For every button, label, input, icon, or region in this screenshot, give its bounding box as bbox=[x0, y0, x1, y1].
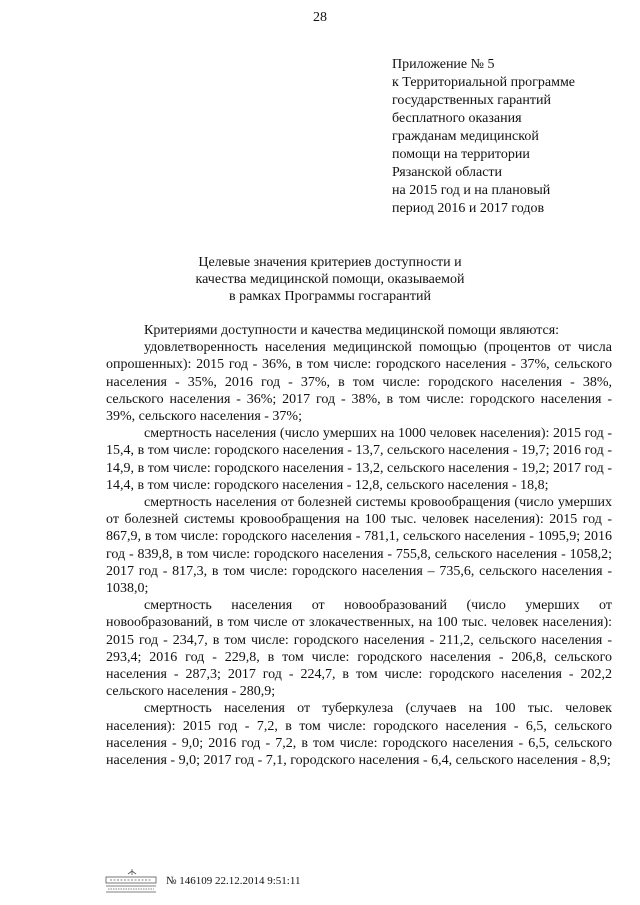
title-line: Целевые значения критериев доступности и bbox=[198, 255, 462, 270]
registration-stamp-icon bbox=[102, 868, 160, 894]
paragraph-cancer-mortality: смертность населения от новообразований (число умерших от новообразований, в том числе от злокачественных, на 100 тыс. человек населения): 2015 год - 234,7, в том числе: городского населения - 211,2, сельского населения - 293,4; 2016 год - 229,8, в том числе: городского населения - 206,8, сельского населения - 287,3; 2017 год - 224,7, в том числе: городского населения - 202,2 сельского населения - 280,9; bbox=[106, 598, 612, 700]
document-title bbox=[150, 254, 510, 305]
appendix-line: помощи на территории bbox=[392, 147, 530, 162]
footer bbox=[102, 868, 300, 894]
paragraph-cardio-mortality: смертность населения от болезней системы кровообращения (число умерших от болезней системы кровообращения на 100 тыс. человек населения): 2015 год - 867,9, в том числе: городского населения - 781,1, сельского населения - 1095,9; 2016 год - 839,8, в том числе: городского населения - 755,8, сельского населения - 1058,2; 2017 год - 817,3, в том числе: городского населения – 735,6, сельского населения - 1038,0; bbox=[106, 495, 612, 597]
paragraph-satisfaction: удовлетворенность населения медицинской помощью (процентов от числа опрошенных): 2015 год - 36%, в том числе: городского населения - 37%, сельского населения - 35%, 2016 год - 37%, в том числе: городского населения - 38%, сельского населения - 36%; 2017 год - 38%, в том числе: городского населения - 39%, сельского населения - 37%; bbox=[106, 340, 612, 425]
title-line: в рамках Программы госгарантий bbox=[229, 289, 431, 304]
appendix-header bbox=[392, 56, 622, 218]
appendix-line: на 2015 год и на плановый bbox=[392, 183, 551, 198]
paragraph-tb-mortality: смертность населения от туберкулеза (случаев на 100 тыс. человек населения): 2015 год - 7,2, в том числе: городского населения - 6,5, сельского населения - 9,0; 2016 год - 7,2, в том числе: городского населения - 6,5, сельского населения - 9,0; 2017 год - 7,1, городского населения - 6,4, сельского населения - 8,9; bbox=[106, 701, 612, 769]
appendix-line: к Территориальной программе bbox=[392, 75, 576, 90]
appendix-line: бесплатного оказания bbox=[392, 111, 522, 126]
paragraph-intro: Критериями доступности и качества медицинской помощи являются: bbox=[144, 323, 560, 338]
appendix-line: гражданам медицинской bbox=[392, 129, 539, 144]
appendix-line: государственных гарантий bbox=[392, 93, 551, 108]
paragraph-mortality: смертность населения (число умерших на 1000 человек населения): 2015 год - 15,4, в том числе: городского населения - 13,7, сельского населения - 19,7; 2016 год - 14,9, в том числе: городского населения - 13,2, сельского населения - 19,2; 2017 год - 14,4, в том числе: городского населения - 12,8, сельского населения - 18,8; bbox=[106, 426, 612, 493]
title-line: качества медицинской помощи, оказываемой bbox=[195, 272, 465, 287]
registration-number: № 146109 22.12.2014 9:51:11 bbox=[166, 875, 301, 887]
document-body bbox=[106, 322, 612, 769]
page-number: 28 bbox=[313, 10, 327, 25]
appendix-line: Приложение № 5 bbox=[392, 57, 495, 72]
appendix-line: период 2016 и 2017 годов bbox=[392, 201, 545, 216]
appendix-line: Рязанской области bbox=[392, 165, 503, 180]
